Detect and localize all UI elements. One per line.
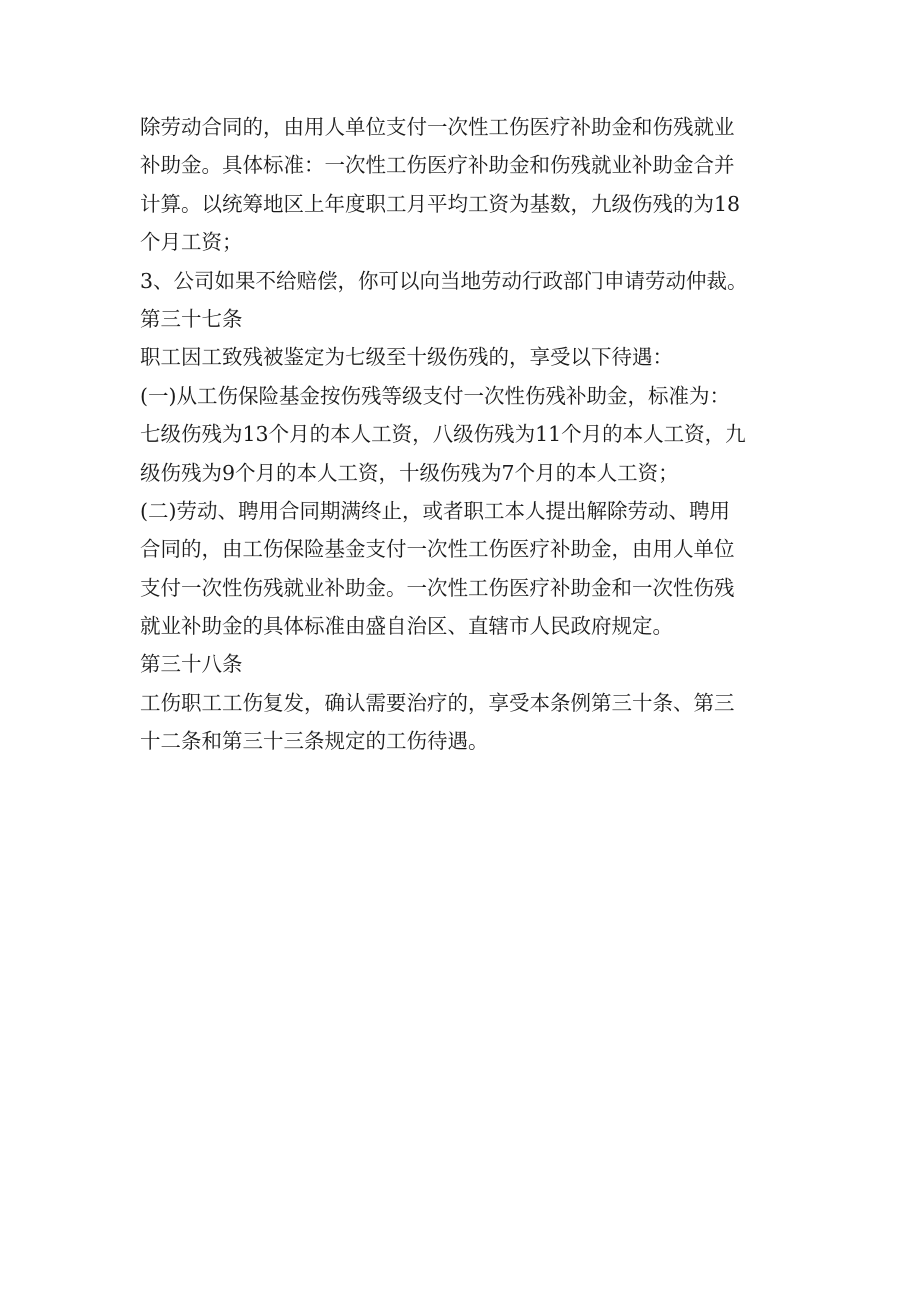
text-line: 计算。以统筹地区上年度职工月平均工资为基数，九级伤残的为18 <box>140 191 741 216</box>
text-line: 十二条和第三十三条规定的工伤待遇。 <box>140 729 489 754</box>
text-line: 个月工资； <box>140 230 243 255</box>
text-line: 除劳动合同的，由用人单位支付一次性工伤医疗补助金和伤残就业 <box>140 115 735 139</box>
text-line: 级伤残为9个月的本人工资，十级伤残为7个月的本人工资； <box>140 460 679 485</box>
text-line: 职工因工致残被鉴定为七级至十级伤残的，享受以下待遇： <box>140 345 673 370</box>
text-line: 合同的，由工伤保险基金支付一次性工伤医疗补助金，由用人单位 <box>140 537 735 562</box>
text-line: 工伤职工工伤复发，确认需要治疗的，享受本条例第三十条、第三 <box>140 690 735 715</box>
text-line: 七级伤残为13个月的本人工资，八级伤残为11个月的本人工资，九 <box>140 422 746 447</box>
article-heading: 第三十八条 <box>140 652 243 677</box>
document-body <box>140 108 780 761</box>
text-line: (一)从工伤保险基金按伤残等级支付一次性伤残补助金，标准为： <box>140 383 730 408</box>
text-line: (二)劳动、聘用合同期满终止，或者职工本人提出解除劳动、聘用 <box>140 498 730 523</box>
text-line: 补助金。具体标准：一次性工伤医疗补助金和伤残就业补助金合并 <box>140 153 735 178</box>
article-heading: 第三十七条 <box>140 306 243 331</box>
text-line: 支付一次性伤残就业补助金。一次性工伤医疗补助金和一次性伤残 <box>140 575 735 600</box>
text-line: 3、公司如果不给赔偿，你可以向当地劳动行政部门申请劳动仲裁。 <box>140 268 748 293</box>
text-line: 就业补助金的具体标准由盛自治区、直辖市人民政府规定。 <box>140 614 673 639</box>
